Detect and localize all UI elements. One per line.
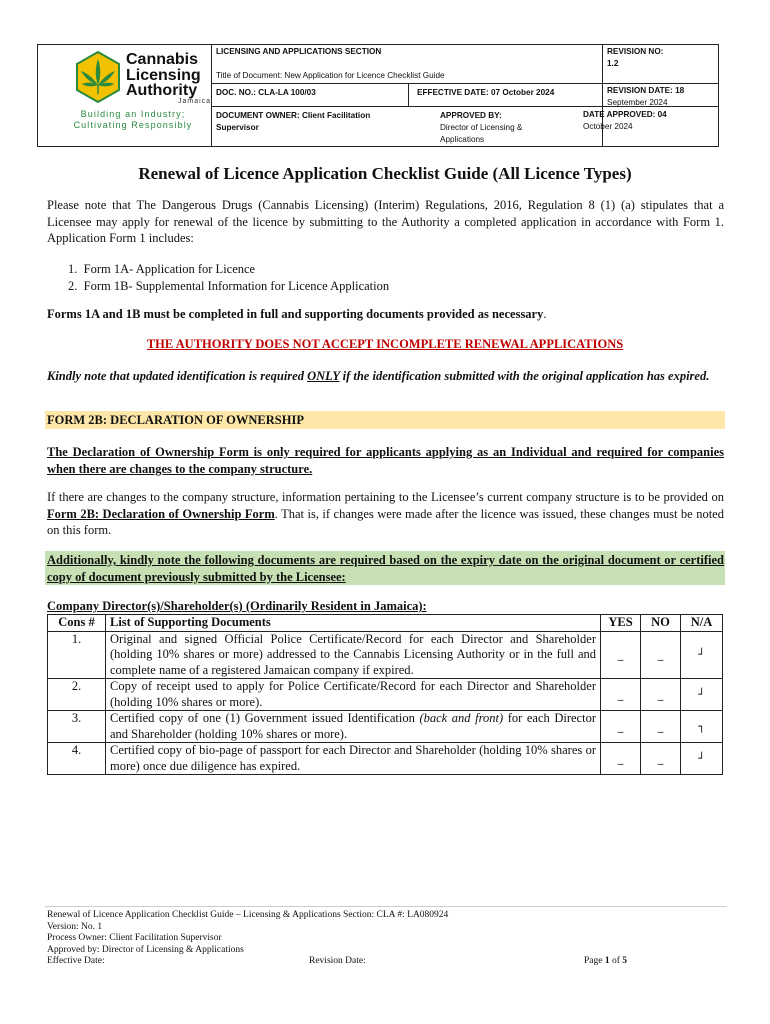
table-row: 4. Certified copy of bio-page of passport for each Director and Shareholder (holding 10% shares or more) once due diligence has expired. _ _ ┘ [48,743,723,775]
table-row: 1. Original and signed Official Police Certificate/Record for each Director and Shareholder (holding 10% shares or more) addressed to the Cannabis Licensing Authority or in the full and complete name of a registered Jamaican company if expired. _ _ ┘ [48,631,723,679]
yes-checkbox[interactable]: _ [601,711,641,743]
footer-divider [45,906,727,907]
intro-paragraph: Please note that The Dangerous Drugs (Cannabis Licensing) (Interim) Regulations, 2016, Regulation 8 (1) (a) stipulates that a Licensee may apply for renewal of the licence by submitting to the Authority a completed application in accordance with Form 1. Application Form 1 includes: [47,198,724,245]
yes-checkbox[interactable]: _ [601,631,641,679]
effective-date: EFFECTIVE DATE: 07 October 2024 [417,88,555,97]
revision-date-label: Revision Date: [309,956,366,967]
yes-checkbox[interactable]: _ [601,743,641,775]
company-structure-paragraph: If there are changes to the company structure, information pertaining to the Licensee’s current company structure is to be provided on Form 2B: Declaration of Ownership Form. That is, if changes were made after the licence was issued, these changes must be noted on this form. [47,490,724,537]
approved-by: APPROVED BY: Director of Licensing & Applications [440,111,523,144]
organization-tagline: Building an Industry; Cultivating Responsibly [73,109,193,130]
document-owner: DOCUMENT OWNER: Client Facilitation Supervisor [216,111,371,132]
table-header-row [48,615,723,632]
organization-name: Cannabis Licensing Authority [126,51,201,99]
section-name: LICENSING AND APPLICATIONS SECTION [216,47,382,56]
form2b-heading: FORM 2B: DECLARATION OF OWNERSHIP [47,413,304,427]
cannabis-leaf-logo-icon [72,51,124,103]
page-footer: Renewal of Licence Application Checklist Guide – Licensing & Applications Section: CLA #: LA080924 Version: No. 1 Process Owner: Client Facilitation Supervisor Approved by: Director of Licensing & Applications Effective Date: Revision Date: Page 1 of 5 [47,910,628,967]
column-header-no: NO [641,615,681,632]
no-checkbox[interactable]: _ [641,631,681,679]
na-checkbox[interactable]: ┘ [681,679,723,711]
forms-list [68,261,668,294]
additional-documents-note: Additionally, kindly note the following documents are required based on the expiry date on the original document or certified copy of document previously submitted by the Licensee: [47,553,724,584]
effective-date-label: Effective Date: [47,956,105,967]
na-checkbox[interactable]: ┐ [681,711,723,743]
identification-note: Kindly note that updated identification is required ONLY if the identification submitted with the original application has expired. [47,369,710,383]
table-row: 2. Copy of receipt used to apply for Police Certificate/Record for each Director and Shareholder (holding 10% shares or more). _ _ ┘ [48,679,723,711]
list-item: 2. Form 1B- Supplemental Information for Licence Application [68,278,390,293]
no-checkbox[interactable]: _ [641,711,681,743]
document-number: DOC. NO.: CLA-LA 100/03 [216,88,316,97]
column-header-yes: YES [601,615,641,632]
page-number: Page 1 of 5 [584,956,628,967]
column-header-cons: Cons # [48,615,106,632]
document-header [37,44,719,147]
no-checkbox[interactable]: _ [641,679,681,711]
organization-country: Jamaica [178,98,212,105]
date-approved: DATE APPROVED: 04 October 2024 [583,110,667,131]
table-row: 3. Certified copy of one (1) Government issued Identification (back and front) for each Director and Shareholder (holding 10% shares or more). _ _ ┐ [48,711,723,743]
table-caption: Company Director(s)/Shareholder(s) (Ordinarily Resident in Jamaica): [47,599,427,613]
document-title-cell: Title of Document: New Application for Licence Checklist Guide [216,71,445,80]
incomplete-warning: THE AUTHORITY DOES NOT ACCEPT INCOMPLETE RENEWAL APPLICATIONS [146,337,624,351]
supporting-documents-table [47,614,723,775]
yes-checkbox[interactable]: _ [601,679,641,711]
no-checkbox[interactable]: _ [641,743,681,775]
column-header-documents: List of Supporting Documents [106,615,601,632]
page-title: Renewal of Licence Application Checklist Guide (All Licence Types) [138,164,632,183]
list-item: 1. Form 1A- Application for Licence [68,262,256,276]
na-checkbox[interactable]: ┘ [681,743,723,775]
form2b-requirement-note: The Declaration of Ownership Form is only required for applicants applying as an Individual and required for companies when there are changes to the company structure. [47,445,724,476]
column-header-na: N/A [681,615,723,632]
revision-date: REVISION DATE: 18 September 2024 [607,86,685,107]
revision-number: REVISION NO: 1.2 [607,47,664,68]
completion-requirement: Forms 1A and 1B must be completed in full and supporting documents provided as necessary. [47,307,547,321]
na-checkbox[interactable]: ┘ [681,631,723,679]
form2b-reference: Form 2B: Declaration of Ownership Form [47,506,275,521]
